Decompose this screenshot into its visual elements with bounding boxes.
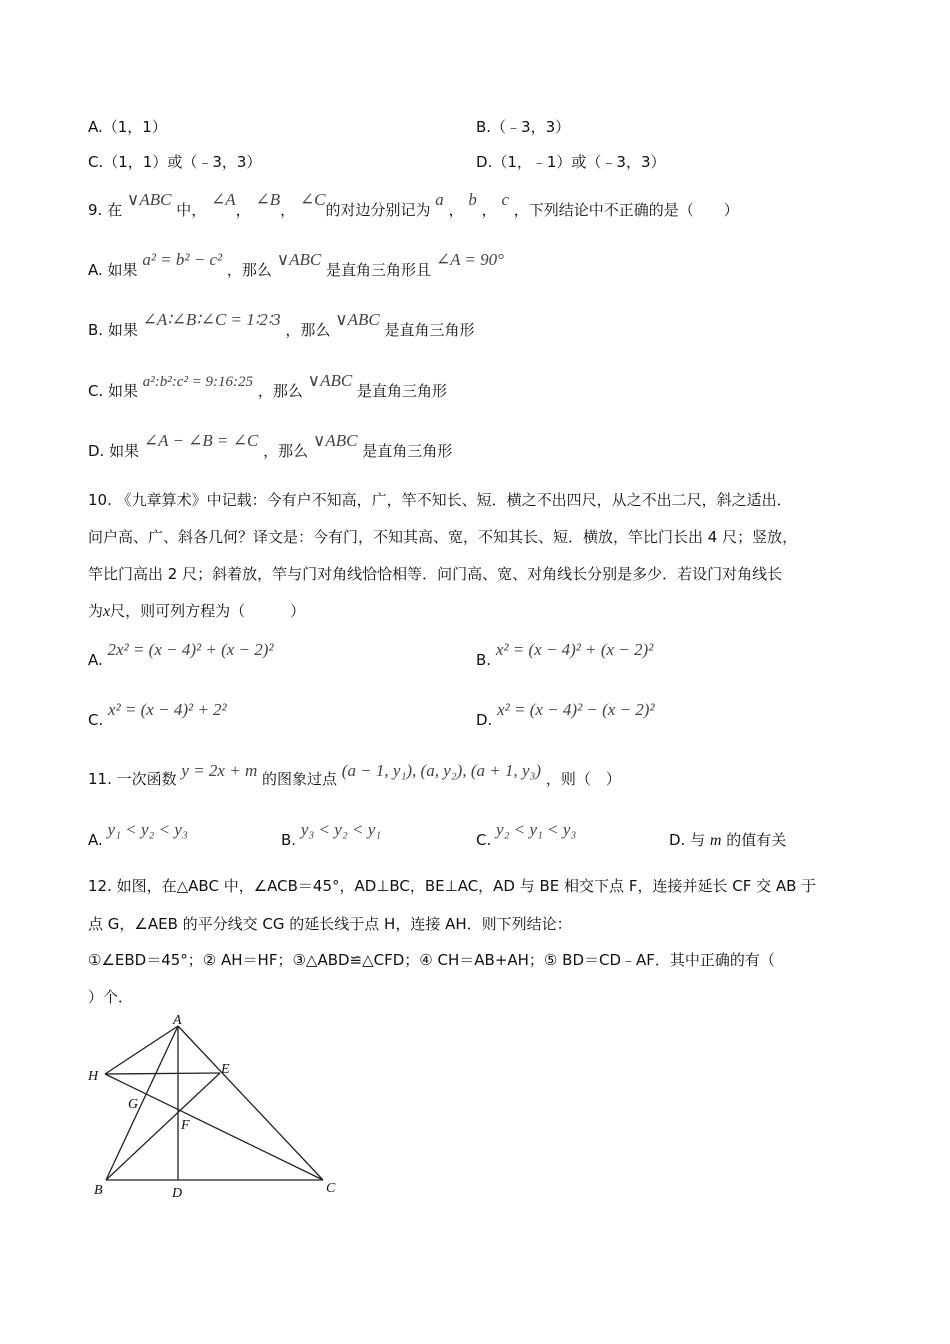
q10-option-c-equation: x² = (x − 4)² + 2²	[108, 700, 227, 719]
q9-option-d-equation: ∠A − ∠B = ∠C	[143, 431, 259, 450]
q11-function: y = 2x + m	[181, 761, 258, 780]
segment-be	[106, 1073, 220, 1180]
q11-option-b-inequality: y₃ < y₂ < y₁	[300, 820, 382, 839]
figure-label-g: G	[128, 1097, 139, 1112]
q9-option-d: D. 如果 ∠A − ∠B = ∠C ，那么 ∨ABC 是直角三角形	[88, 431, 453, 460]
q9-option-a: A. 如果 a² = b² − c² ，那么 ∨ABC 是直角三角形且 ∠A = 90°	[88, 250, 504, 279]
q9-triangle: ∨ABC	[126, 190, 172, 209]
figure-label-f: F	[181, 1118, 190, 1133]
q8-option-c: C.（1，1）或（﹣3，3）	[88, 153, 262, 171]
q12-line-1: 12. 如图，在△ABC 中，∠ACB＝45°，AD⊥BC，BE⊥AC，AD 与 BE 相交下点 F，连接并延长 CF 交 AB 于	[88, 877, 817, 895]
q10-option-c: C. x² = (x − 4)² + 2²	[88, 700, 227, 729]
q9-angle-c: ∠C	[299, 190, 326, 209]
q9-option-b: B. 如果 ∠A∶∠B∶∠C = 1∶2∶3 ，那么 ∨ABC 是直角三角形	[88, 310, 475, 339]
q9-side-c: c	[501, 190, 509, 209]
figure-label-a: A	[173, 1013, 182, 1028]
q10-line-4: 为x尺，则可列方程为（ ）	[88, 602, 306, 620]
q8-option-d: D.（1，﹣1）或（﹣3，3）	[476, 153, 666, 171]
q12-line-3: ①∠EBD＝45°；② AH＝HF；③△ABD≌△CFD；④ CH＝AB+AH；⑤ BD＝CD﹣AF．其中正确的有（	[88, 951, 775, 969]
q11-stem: 11. 一次函数 y = 2x + m 的图象过点 (a − 1, y₁), (a, y₂), (a + 1, y₃) ，则（ ）	[88, 761, 621, 788]
q10-option-b-equation: x² = (x − 4)² + (x − 2)²	[495, 640, 654, 659]
q10-line-1: 10. 《九章算术》中记载：今有户不知高，广，竿不知长、短．横之不出四尺，从之不出二尺，斜之适出．	[88, 491, 792, 509]
q9-tail: ，下列结论中不正确的是（ ）	[513, 201, 739, 219]
q9-option-a-angle: ∠A = 90°	[435, 250, 504, 269]
q9-option-b-equation: ∠A∶∠B∶∠C = 1∶2∶3	[142, 310, 281, 329]
q9-option-c-equation: a²:b²:c² = 9:16:25	[142, 374, 254, 390]
q10-option-a: A. 2x² = (x − 4)² + (x − 2)²	[88, 640, 274, 669]
q9-angle-a: ∠A	[211, 190, 236, 209]
q9-stem: 9. 在 ∨ABC 中， ∠A， ∠B， ∠C的对边分别记为 a ， b ， c ，下列结论中不正确的是（ ）	[88, 190, 739, 219]
q9-angle-b: ∠B	[255, 190, 281, 209]
q10-line-2: 问户高、广、斜各几何？译文是：今有门，不知其高、宽，不知其长、短．横放，竿比门长出 4 尺；竖放，	[88, 528, 798, 546]
figure-label-c: C	[326, 1181, 336, 1196]
figure-label-b: B	[94, 1183, 103, 1198]
q12-geometry-figure	[80, 1012, 350, 1202]
q11-option-a-inequality: y₁ < y₂ < y₃	[107, 820, 188, 839]
q10-line-3: 竿比门高出 2 尺；斜着放，竿与门对角线恰恰相等．问门高、宽、对角线长分别是多少．若设门对角线长	[88, 565, 783, 583]
q9-option-a-equation: a² = b² − c²	[142, 250, 223, 269]
q11-option-c-inequality: y₂ < y₁ < y₃	[496, 820, 577, 839]
q11-option-b: B. y₃ < y₂ < y₁	[281, 820, 382, 849]
q10-option-d-equation: x² = (x − 4)² − (x − 2)²	[497, 700, 655, 719]
q9-number: 9. 在	[88, 201, 123, 219]
q10-option-a-equation: 2x² = (x − 4)² + (x − 2)²	[107, 640, 274, 659]
q11-option-d: D. 与 m 的值有关	[669, 831, 787, 849]
q9-option-c: C. 如果 a²:b²:c² = 9:16:25 ，那么 ∨ABC 是直角三角形	[88, 371, 447, 400]
q9-zhong: 中，	[176, 201, 207, 219]
segment-ch	[105, 1074, 323, 1180]
q11-points: (a − 1, y₁), (a, y₂), (a + 1, y₃)	[341, 761, 542, 780]
q9-mid: 的对边分别记为	[325, 201, 431, 219]
q12-line-4: ）个．	[88, 988, 134, 1006]
q10-option-d: D. x² = (x − 4)² − (x − 2)²	[476, 700, 655, 729]
figure-label-d: D	[172, 1186, 183, 1201]
segment-he	[105, 1073, 220, 1074]
q10-option-b: B. x² = (x − 4)² + (x − 2)²	[476, 640, 654, 669]
q11-option-c: C. y₂ < y₁ < y₃	[476, 820, 577, 849]
q12-line-2: 点 G，∠AEB 的平分线交 CG 的延长线于点 H，连接 AH．则下列结论：	[88, 915, 572, 933]
figure-label-e: E	[221, 1062, 230, 1077]
q8-option-a: A.（1，1）	[88, 118, 167, 136]
q9-side-b: b	[468, 190, 477, 209]
segment-ac	[178, 1026, 323, 1180]
q11-variable-m: m	[709, 832, 722, 849]
q9-side-a: a	[435, 190, 444, 209]
q8-option-b: B.（﹣3，3）	[476, 118, 571, 136]
figure-label-h: H	[88, 1069, 99, 1084]
q11-option-a: A. y₁ < y₂ < y₃	[88, 820, 188, 849]
q10-variable-x: x	[103, 603, 111, 620]
